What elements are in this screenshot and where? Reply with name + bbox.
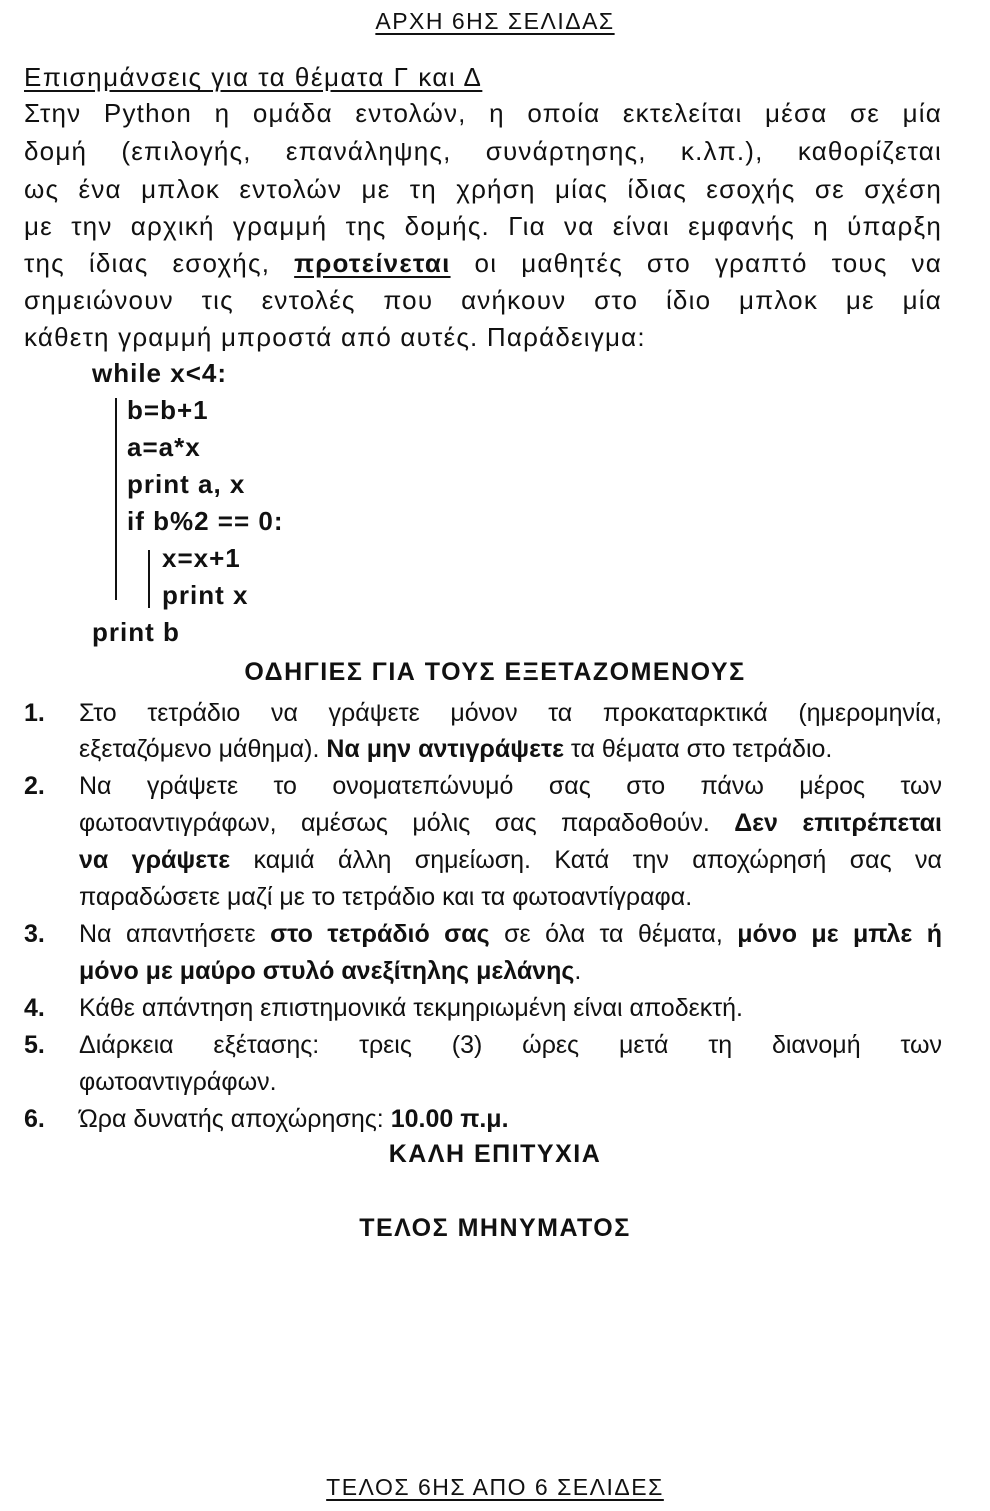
item-text: φωτοαντιγράφων, αμέσως μόλις σας παραδοθούν.	[79, 809, 735, 837]
notes-line: ως ένα μπλοκ εντολών με τη χρήση μίας ίδιας εσοχής σε σχέση	[24, 174, 942, 204]
item-text: καμιά άλλη σημείωση. Κατά την αποχώρησή σας να	[230, 846, 942, 874]
code-while-line: while x<4:	[92, 358, 227, 388]
item-line: Στο τετράδιο να γράψετε μόνον τα προκαταρκτικά (ημερομηνία,	[79, 699, 942, 727]
item-line	[79, 1104, 942, 1134]
item-line: Να γράψετε το ονοματεπώνυμό σας στο πάνω μέρος των	[79, 772, 942, 800]
notes-line: σημειώνουν τις εντολές που ανήκουν στο ίδιο μπλοκ με μία	[24, 285, 942, 315]
item-text: εξεταζόμενο μάθημα).	[79, 735, 327, 763]
item-line: Διάρκεια εξέτασης: τρεις (3) ώρες μετά τη διανομή των	[79, 1031, 942, 1059]
item-bold-text: μόνο με μαύρο στυλό ανεξίτηλης μελάνης	[79, 957, 575, 985]
item-text: σε όλα τα θέματα,	[489, 920, 738, 948]
code-line: print x	[162, 580, 249, 610]
item-line	[79, 845, 942, 875]
notes-line: με την αρχική γραμμή της δομής. Για να είναι εμφανής η ύπαρξη	[24, 211, 942, 241]
item-bold-text: 10.00 π.μ.	[390, 1105, 509, 1133]
end-message-title: ΤΕΛΟΣ ΜΗΝΥΜΑΤΟΣ	[359, 1214, 631, 1242]
code-line: print b	[92, 617, 180, 647]
notes-text: οι μαθητές στο γραπτό τους να	[450, 248, 942, 278]
item-bold-text: στο τετράδιό σας	[270, 920, 490, 948]
emphasis-text: προτείνεται	[294, 248, 451, 278]
code-line: print a, x	[127, 469, 246, 499]
item-line: φωτοαντιγράφων.	[79, 1068, 277, 1096]
item-bold-text: Δεν επιτρέπεται	[734, 809, 942, 837]
item-number: 6.	[24, 1105, 45, 1133]
item-line: παραδώσετε μαζί με το τετράδιο και τα φωτοαντίγραφα.	[79, 883, 693, 911]
code-line: if b%2 == 0:	[127, 506, 284, 536]
item-number: 4.	[24, 994, 45, 1022]
page-header: ΑΡΧΗ 6ΗΣ ΣΕΛΙΔΑΣ	[375, 8, 615, 34]
instructions-title: ΟΔΗΓΙΕΣ ΓΙΑ ΤΟΥΣ ΕΞΕΤΑΖΟΜΕΝΟΥΣ	[244, 658, 746, 686]
notes-text: της ίδιας εσοχής,	[24, 248, 295, 278]
closing-title: ΚΑΛΗ ΕΠΙΤΥΧΙΑ	[388, 1140, 602, 1168]
block-indent-bar	[115, 398, 117, 600]
notes-line: δομή (επιλογής, επανάληψης, συνάρτησης, κ.λπ.), καθορίζεται	[24, 136, 942, 166]
item-line	[79, 734, 942, 764]
code-line: b=b+1	[127, 395, 209, 425]
item-text: Ώρα δυνατής αποχώρησης:	[79, 1105, 391, 1133]
item-bold-text: να γράψετε	[79, 846, 231, 874]
item-text: Να απαντήσετε	[79, 920, 271, 948]
item-line	[79, 808, 942, 838]
inner-block-indent-bar	[148, 550, 150, 608]
item-number: 5.	[24, 1031, 45, 1059]
item-line	[79, 956, 942, 986]
code-line: a=a*x	[127, 432, 201, 462]
item-line	[79, 919, 942, 949]
page-footer: ΤΕΛΟΣ 6ΗΣ ΑΠΟ 6 ΣΕΛΙΔΕΣ	[326, 1474, 664, 1500]
item-number: 2.	[24, 772, 45, 800]
item-bold-text: μόνο με μπλε ή	[737, 920, 942, 948]
item-text: .	[574, 957, 582, 985]
notes-line: κάθετη γραμμή μπροστά από αυτές. Παράδειγμα:	[24, 322, 646, 352]
code-line: x=x+1	[162, 543, 241, 573]
item-text: τα θέματα στο τετράδιο.	[563, 735, 833, 763]
item-line: Κάθε απάντηση επιστημονικά τεκμηριωμένη είναι αποδεκτή.	[79, 994, 744, 1022]
notes-title: Επισημάνσεις για τα θέματα Γ και Δ	[24, 62, 483, 92]
notes-line	[24, 248, 942, 278]
notes-line: Στην Python η ομάδα εντολών, η οποία εκτελείται μέσα σε μία	[24, 98, 942, 128]
item-number: 3.	[24, 920, 45, 948]
item-number: 1.	[24, 699, 45, 727]
item-bold-text: Να μην αντιγράψετε	[326, 735, 564, 763]
